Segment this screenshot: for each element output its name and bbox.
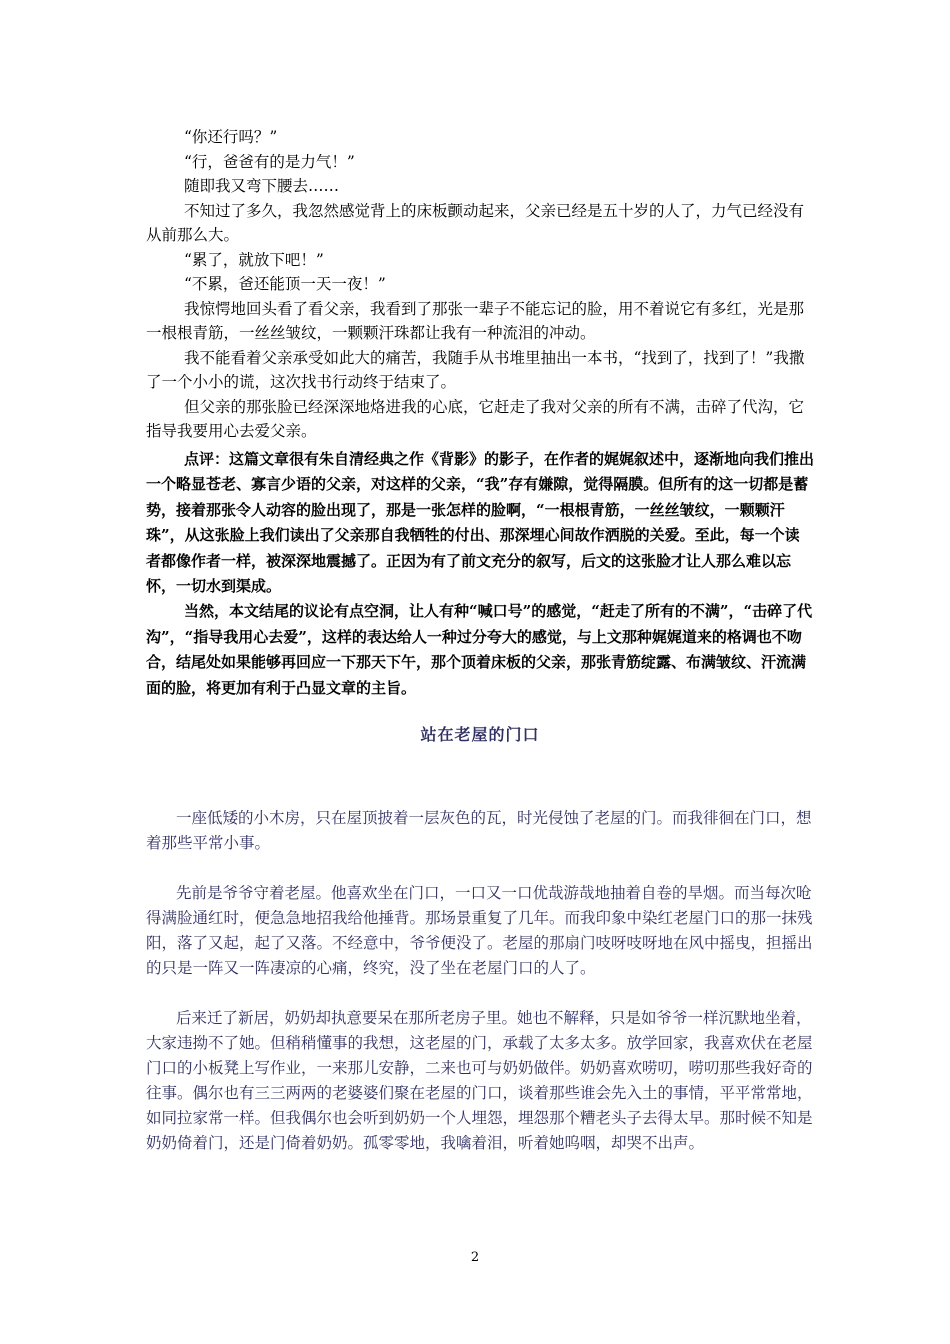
- essay-paragraph: 后来迁了新居，奶奶却执意要呆在那所老房子里。她也不解释，只是如爷爷一样沉默地坐着，大家违拗不了她。但稍稍懂事的我想，这老屋的门，承载了太多太多。放学回家，我喜欢伏在老屋门口的小板凳上写作业，一来那儿安静，二来也可与奶奶做伴。奶奶喜欢唠叨，唠叨那些我好奇的往事。偶尔也有三三两两的老婆婆们聚在老屋的门口，谈着那些谁会先入土的事情，平平常常地，如同拉家常一样。但我偶尔也会听到奶奶一个人埋怨，埋怨那个糟老头子去得太早。那时候不知是奶奶倚着门，还是门倚着奶奶。孤零零地，我噙着泪，听着她呜咽，却哭不出声。: [146, 1009, 813, 1152]
- story-section: [146, 125, 814, 444]
- review-paragraph: 当然，本文结尾的议论有点空洞，让人有种“喊口号”的感觉，“赶走了所有的不满”，“击碎了代沟”，“指导我用心去爱”，这样的表达给人一种过分夸大的感觉，与上文那种娓娓道来的格调也不吻合，结尾处如果能够再回应一下那天下午，那个顶着床板的父亲，那张青筋绽露、布满皱纹、汗流满面的脸，将更加有利于凸显文章的主旨。: [146, 602, 813, 697]
- essay-section: [146, 806, 814, 1156]
- review-paragraph: 点评：这篇文章很有朱自清经典之作《背影》的影子，在作者的娓娓叙述中，逐渐地向我们推出一个略显苍老、寡言少语的父亲，对这样的父亲，“我”存有嫌隙，觉得隔膜。但所有的这一切都是蓄势，接着那张令人动容的脸出现了，那是一张怎样的脸啊，“一根根青筋，一丝丝皱纹，一颗颗汗珠”，从这张脸上我们读出了父亲那自我牺牲的付出、那深埋心间故作洒脱的关爱。至此，每一个读者都像作者一样，被深深地震撼了。正因为有了前文充分的叙写，后文的这张脸才让人那么难以忘怀，一切水到渠成。: [146, 450, 815, 596]
- essay-paragraph: 一座低矮的小木房，只在屋顶披着一层灰色的瓦，时光侵蚀了老屋的门。而我徘徊在门口，想着那些平常小事。: [146, 809, 812, 852]
- page-number: 2: [470, 1250, 480, 1265]
- story-paragraph: “累了，就放下吧！”: [184, 250, 324, 269]
- story-paragraph: “不累，爸还能顶一天一夜！”: [184, 275, 386, 293]
- story-paragraph: “行，爸爸有的是力气！”: [184, 152, 355, 171]
- review-section: [146, 447, 814, 701]
- essay-paragraph: 先前是爷爷守着老屋。他喜欢坐在门口，一口又一口优哉游哉地抽着自卷的旱烟。而当每次呛得满脸通红时，便急急地招我给他捶背。那场景重复了几年。而我印象中染红老屋门口的那一抹残阳，落了又起，起了又落。不经意中，爷爷便没了。老屋的那扇门吱呀吱呀地在风中摇曳，担摇出的只是一阵又一阵凄凉的心痛，终究，没了坐在老屋门口的人了。: [146, 884, 813, 977]
- story-paragraph: 我不能看着父亲承受如此大的痛苦，我随手从书堆里抽出一本书，“找到了，找到了！”我撒了一个小小的谎，这次找书行动终于结束了。: [146, 348, 805, 391]
- story-paragraph: 我惊愕地回头看了看父亲，我看到了那张一辈子不能忘记的脸，用不着说它有多红，光是那一根根青筋，一丝丝皱纹，一颗颗汗珠都让我有一种流泪的冲动。: [146, 299, 805, 342]
- story-paragraph: 但父亲的那张脸已经深深地烙进我的心底，它赶走了我对父亲的所有不满，击碎了代沟，它指导我要用心去爱父亲。: [146, 397, 805, 440]
- story-paragraph: “你还行吗？”: [184, 128, 278, 146]
- story-paragraph: 不知过了多久，我忽然感觉背上的床板颤动起来，父亲已经是五十岁的人了，力气已经没有从前那么大。: [146, 201, 805, 244]
- essay-title: 站在老屋的门口: [420, 725, 540, 744]
- story-paragraph: 随即我又弯下腰去……: [184, 177, 340, 195]
